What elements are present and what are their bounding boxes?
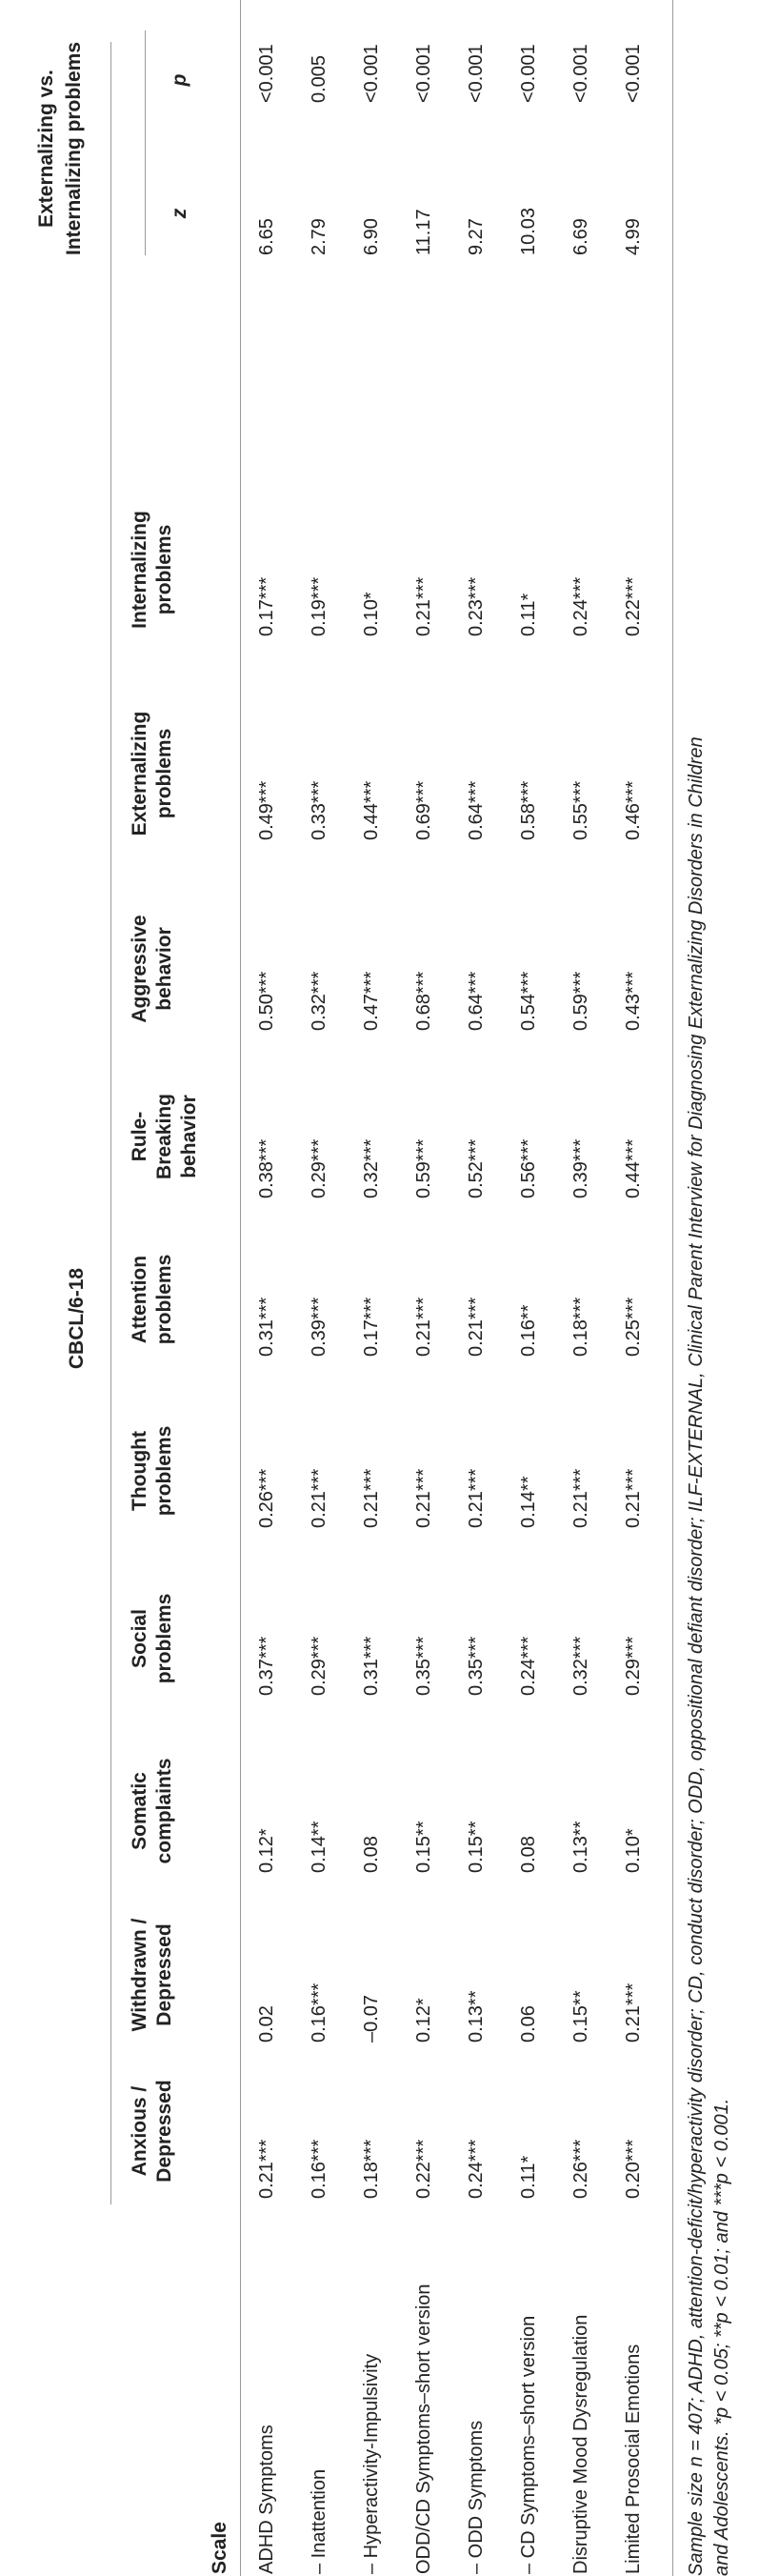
footnote-line-2: and Adolescents. *p < 0.05; **p < 0.01; and ***p < 0.001. — [711, 2098, 732, 2576]
table-cell: 0.12* — [256, 1828, 277, 1873]
table-cell: 0.59*** — [413, 1138, 434, 1198]
p-cell: <0.001 — [466, 44, 487, 103]
table-cell: 0.69*** — [413, 780, 434, 840]
row-label: – Hyperactivity-Impulsivity — [361, 2353, 382, 2574]
z-cell: 6.69 — [570, 218, 591, 255]
table-cell: 0.47*** — [361, 971, 382, 1031]
col-withdrawn-depressed: Withdrawn / Depressed — [129, 1918, 175, 2032]
table-cell: 0.16** — [518, 1304, 539, 1357]
table-cell: 0.33*** — [309, 780, 330, 840]
table-cell: 0.39*** — [309, 1297, 330, 1357]
table-cell: 0.26*** — [256, 1468, 277, 1528]
table-cell: 0.55*** — [570, 780, 591, 840]
p-cell: <0.001 — [623, 44, 644, 103]
table-cell: 0.21*** — [413, 1468, 434, 1528]
z-cell: 6.90 — [361, 218, 382, 255]
table-cell: 0.35*** — [413, 1636, 434, 1696]
header-body-rule — [240, 0, 241, 2576]
table-cell: 0.19*** — [309, 576, 330, 636]
table-cell: 0.23*** — [466, 576, 487, 636]
table-cell: 0.29*** — [309, 1138, 330, 1198]
table-cell: 0.56*** — [518, 1138, 539, 1198]
col-rule-breaking-behavior: Rule-Breaking behavior — [129, 1094, 200, 1179]
comparison-header-rule — [145, 30, 146, 255]
p-cell: <0.001 — [570, 44, 591, 103]
table-cell: 0.22*** — [413, 2139, 434, 2199]
table-cell: 0.13** — [466, 1990, 487, 2043]
table-cell: 0.31*** — [361, 1636, 382, 1696]
footnote-line-1: Sample size n = 407; ADHD, attention-deficit/hyperactivity disorder; CD, conduct disorder; ODD, oppositional defiant disorder; ILF-EXTERNAL, Clinical Parent Interview for Diagnosing Externalizing Disorders in Children — [686, 736, 707, 2576]
z-cell: 2.79 — [309, 218, 330, 255]
table-cell: 0.35*** — [466, 1636, 487, 1696]
p-cell: <0.001 — [361, 44, 382, 103]
table-cell: 0.21*** — [466, 1297, 487, 1357]
table-cell: 0.46*** — [623, 780, 644, 840]
z-cell: 6.65 — [256, 218, 277, 255]
table-cell: 0.14** — [518, 1476, 539, 1528]
group-header-rule — [110, 42, 111, 2204]
table-cell: 0.21*** — [413, 576, 434, 636]
table-cell: 0.14** — [309, 1821, 330, 1873]
table-cell: 0.21*** — [623, 1468, 644, 1528]
col-aggressive-behavior: Aggressive behavior — [129, 915, 175, 1023]
table-cell: 0.15** — [413, 1821, 434, 1873]
table-cell: 0.44*** — [623, 1138, 644, 1198]
table-cell: 0.08 — [361, 1836, 382, 1873]
table-cell: 0.24*** — [466, 2139, 487, 2199]
table-cell: 0.44*** — [361, 780, 382, 840]
table-cell: 0.64*** — [466, 971, 487, 1031]
table-cell: 0.12* — [413, 1998, 434, 2043]
row-label: – ODD Symptoms — [466, 2420, 487, 2574]
table-cell: 0.38*** — [256, 1138, 277, 1198]
table-cell: 0.52*** — [466, 1138, 487, 1198]
table-cell: 0.17*** — [361, 1297, 382, 1357]
table-cell: 0.21*** — [413, 1297, 434, 1357]
table-cell: 0.24*** — [570, 576, 591, 636]
table-cell: 0.58*** — [518, 780, 539, 840]
z-cell: 9.27 — [466, 218, 487, 255]
table-cell: 0.21*** — [256, 2139, 277, 2199]
z-cell: 11.17 — [413, 209, 434, 255]
table-cell: 0.10* — [361, 592, 382, 636]
col-social-problems: Social problems — [129, 1593, 175, 1684]
table-bottom-rule — [672, 0, 673, 2576]
row-label: – CD Symptoms–short version — [518, 2315, 539, 2574]
subcol-z: z — [169, 208, 190, 219]
table-cell: 0.11* — [518, 593, 539, 636]
table-cell: 0.49*** — [256, 780, 277, 840]
row-label: ODD/CD Symptoms–short version — [413, 2284, 434, 2574]
table-cell: 0.68*** — [413, 971, 434, 1031]
group-header: CBCL/6-18 — [66, 1267, 88, 1370]
table-cell: 0.64*** — [466, 780, 487, 840]
row-label: Limited Prosocial Emotions — [623, 2344, 644, 2574]
col-attention-problems: Attention problems — [129, 1254, 175, 1345]
col-externalizing-vs-internalizing: Externalizing vs. Internalizing problems — [35, 41, 85, 256]
col-internalizing-problems: Internalizing problems — [129, 511, 175, 629]
table-cell: 0.31*** — [256, 1297, 277, 1357]
row-label: Disruptive Mood Dysregulation — [570, 2314, 591, 2574]
table-cell: 0.43*** — [623, 971, 644, 1031]
table-cell: 0.25*** — [623, 1297, 644, 1357]
table-cell: 0.37*** — [256, 1636, 277, 1696]
table-cell: 0.32*** — [309, 971, 330, 1031]
p-cell: <0.001 — [256, 44, 277, 103]
table-cell: 0.50*** — [256, 971, 277, 1031]
table-cell: 0.06 — [518, 2005, 539, 2043]
table-cell: –0.07 — [361, 1994, 382, 2043]
table-cell: 0.17*** — [256, 576, 277, 636]
scale-header: Scale — [209, 2522, 230, 2574]
row-label: – Inattention — [309, 2468, 330, 2574]
table-cell: 0.29*** — [309, 1636, 330, 1696]
subcol-p: p — [169, 73, 190, 87]
table-cell: 0.26*** — [570, 2139, 591, 2199]
p-cell: <0.001 — [413, 44, 434, 103]
table-cell: 0.16*** — [309, 1982, 330, 2043]
table-cell: 0.20*** — [623, 2139, 644, 2199]
table-cell: 0.24*** — [518, 1636, 539, 1696]
table-cell: 0.15** — [466, 1821, 487, 1873]
col-thought-problems: Thought problems — [129, 1425, 175, 1517]
table-cell: 0.10* — [623, 1828, 644, 1873]
p-cell: 0.005 — [309, 54, 330, 103]
z-cell: 4.99 — [623, 218, 644, 255]
table-cell: 0.18*** — [570, 1297, 591, 1357]
table-cell: 0.59*** — [570, 971, 591, 1031]
table-cell: 0.21*** — [361, 1468, 382, 1528]
table-cell: 0.13** — [570, 1821, 591, 1873]
table-cell: 0.21*** — [309, 1468, 330, 1528]
table-cell: 0.18*** — [361, 2139, 382, 2199]
table-cell: 0.08 — [518, 1836, 539, 1873]
col-anxious-depressed: Anxious / Depressed — [129, 2080, 175, 2183]
table-cell: 0.39*** — [570, 1138, 591, 1198]
table-cell: 0.21*** — [623, 1982, 644, 2043]
table-cell: 0.22*** — [623, 576, 644, 636]
col-somatic-complaints: Somatic complaints — [129, 1758, 175, 1864]
table-cell: 0.29*** — [623, 1636, 644, 1696]
col-externalizing-problems: Externalizing problems — [129, 711, 175, 836]
table-cell: 0.32*** — [570, 1636, 591, 1696]
table-cell: 0.11* — [518, 2155, 539, 2199]
table-cell: 0.54*** — [518, 971, 539, 1031]
table-cell: 0.02 — [256, 2005, 277, 2043]
row-label: ADHD Symptoms — [256, 2425, 277, 2574]
table-cell: 0.15** — [570, 1990, 591, 2043]
z-cell: 10.03 — [518, 207, 539, 255]
table-cell: 0.16*** — [309, 2139, 330, 2199]
table-cell: 0.32*** — [361, 1138, 382, 1198]
p-cell: <0.001 — [518, 44, 539, 103]
table-cell: 0.21*** — [570, 1468, 591, 1528]
table-cell: 0.21*** — [466, 1468, 487, 1528]
